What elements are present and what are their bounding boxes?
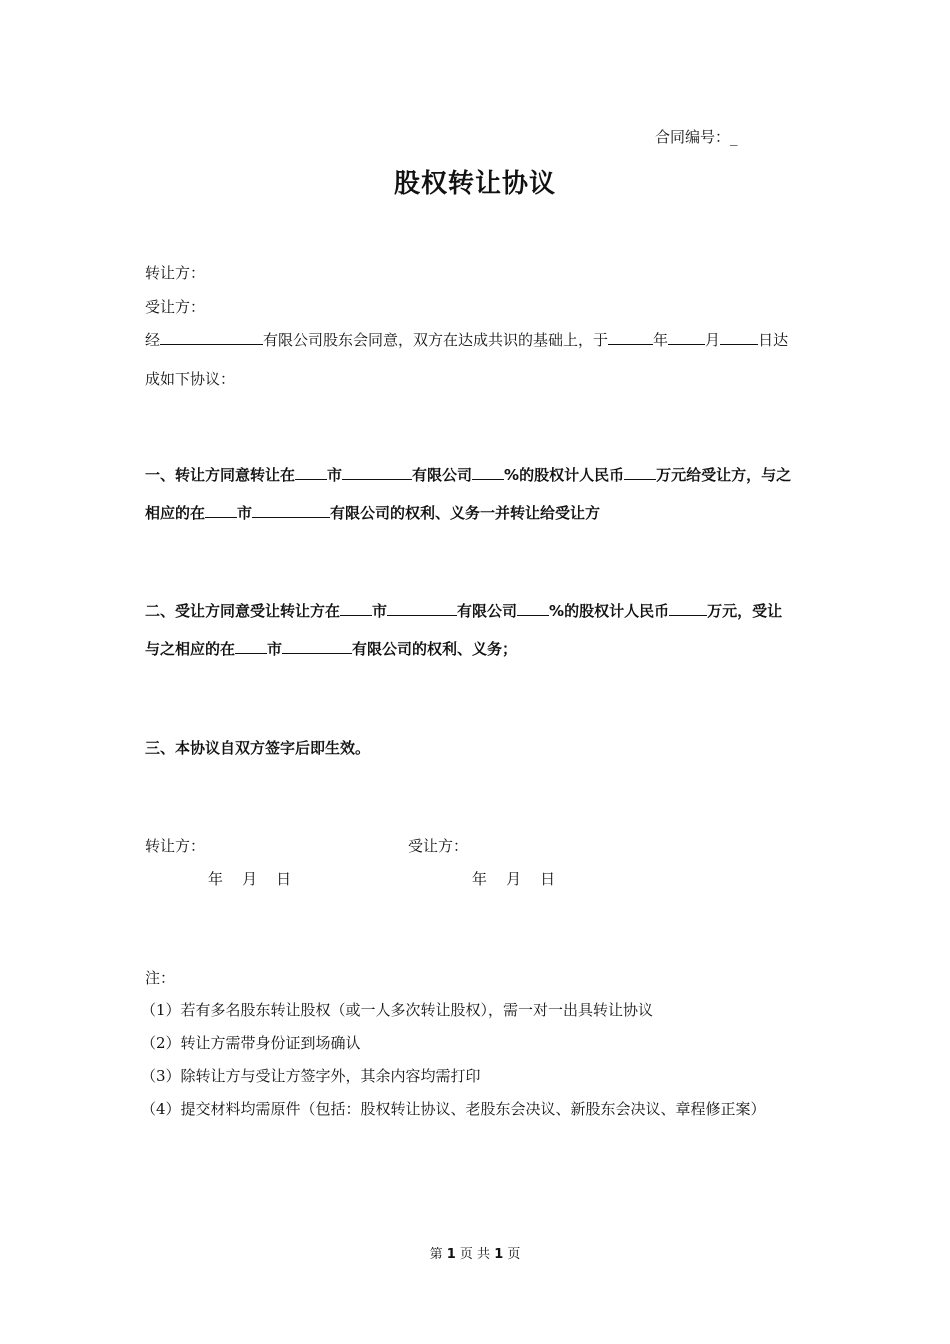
blank-field [669, 601, 707, 616]
clause-1-line-2 [145, 502, 600, 523]
clause-text: 市 [267, 640, 283, 658]
clause-text: 有限公司 [412, 466, 473, 484]
note-item: （3）除转让方与受让方签字外，其余内容均需打印 [141, 1067, 481, 1085]
clause-text: 万元，受让 [707, 602, 783, 620]
blank-day [720, 330, 758, 345]
blank-year [608, 330, 653, 345]
blank-field [252, 503, 330, 518]
clause-text: 与之相应的在 [145, 640, 236, 658]
clause-text: 市 [237, 504, 253, 522]
total-page-number: 1 [494, 1247, 504, 1262]
preamble-line-1 [145, 329, 788, 350]
clause-text: %的股权计人民币 [504, 466, 625, 484]
clause-text: %的股权计人民币 [549, 602, 670, 620]
signature-transferor-label: 转让方： [145, 837, 206, 855]
preamble-day: 日达 [758, 331, 789, 349]
blank-field [387, 601, 457, 616]
preamble-month: 月 [705, 331, 721, 349]
notes-heading: 注： [145, 969, 176, 987]
preamble-line-2: 成如下协议： [145, 370, 236, 388]
page-title: 股权转让协议 [393, 169, 556, 199]
blank-field [282, 639, 352, 654]
clause-2-line-2 [145, 638, 517, 659]
clause-1-line-1 [145, 464, 791, 485]
clause-text: 市 [372, 602, 388, 620]
blank-field [235, 639, 267, 654]
blank-field [340, 601, 372, 616]
transferor-label: 转让方： [145, 264, 206, 282]
blank-field [624, 465, 656, 480]
preamble-text: 经 [145, 331, 161, 349]
clause-text: 有限公司的权利、义务一并转让给受让方 [330, 504, 601, 522]
preamble-text: 有限公司股东会同意，双方在达成共识的基础上，于 [263, 331, 609, 349]
signature-date-right: 年 月 日 [472, 870, 556, 888]
clause-text: 二、受让方同意受让转让方在 [145, 602, 341, 620]
clause-text: 市 [327, 466, 343, 484]
blank-field [295, 465, 327, 480]
signature-date-left: 年 月 日 [208, 870, 292, 888]
footer-text: 第 [429, 1247, 443, 1262]
clause-text: 有限公司的权利、义务； [352, 640, 518, 658]
clause-text: 有限公司 [457, 602, 518, 620]
note-item: （2）转让方需带身份证到场确认 [141, 1034, 361, 1052]
blank-month [668, 330, 705, 345]
blank-field [517, 601, 549, 616]
current-page-number: 1 [446, 1247, 456, 1262]
contract-number: 合同编号：_ [655, 128, 738, 146]
preamble-year: 年 [653, 331, 669, 349]
clause-text: 万元给受让方，与之 [656, 466, 792, 484]
clause-2-line-1 [145, 600, 782, 621]
blank-company [160, 330, 263, 345]
page-footer [0, 1243, 950, 1262]
blank-field [205, 503, 237, 518]
clause-text: 相应的在 [145, 504, 206, 522]
blank-field [342, 465, 412, 480]
note-item: （4）提交材料均需原件（包括：股权转让协议、老股东会决议、新股东会决议、章程修正案） [141, 1100, 766, 1118]
blank-field [472, 465, 504, 480]
transferee-label: 受让方： [145, 298, 206, 316]
footer-text: 页 [507, 1247, 521, 1262]
clause-3: 三、本协议自双方签字后即生效。 [145, 739, 371, 757]
footer-text: 页 共 [459, 1247, 491, 1262]
clause-text: 一、转让方同意转让在 [145, 466, 296, 484]
note-item: （1）若有多名股东转让股权（或一人多次转让股权），需一对一出具转让协议 [141, 1001, 654, 1019]
signature-transferee-label: 受让方： [408, 837, 469, 855]
